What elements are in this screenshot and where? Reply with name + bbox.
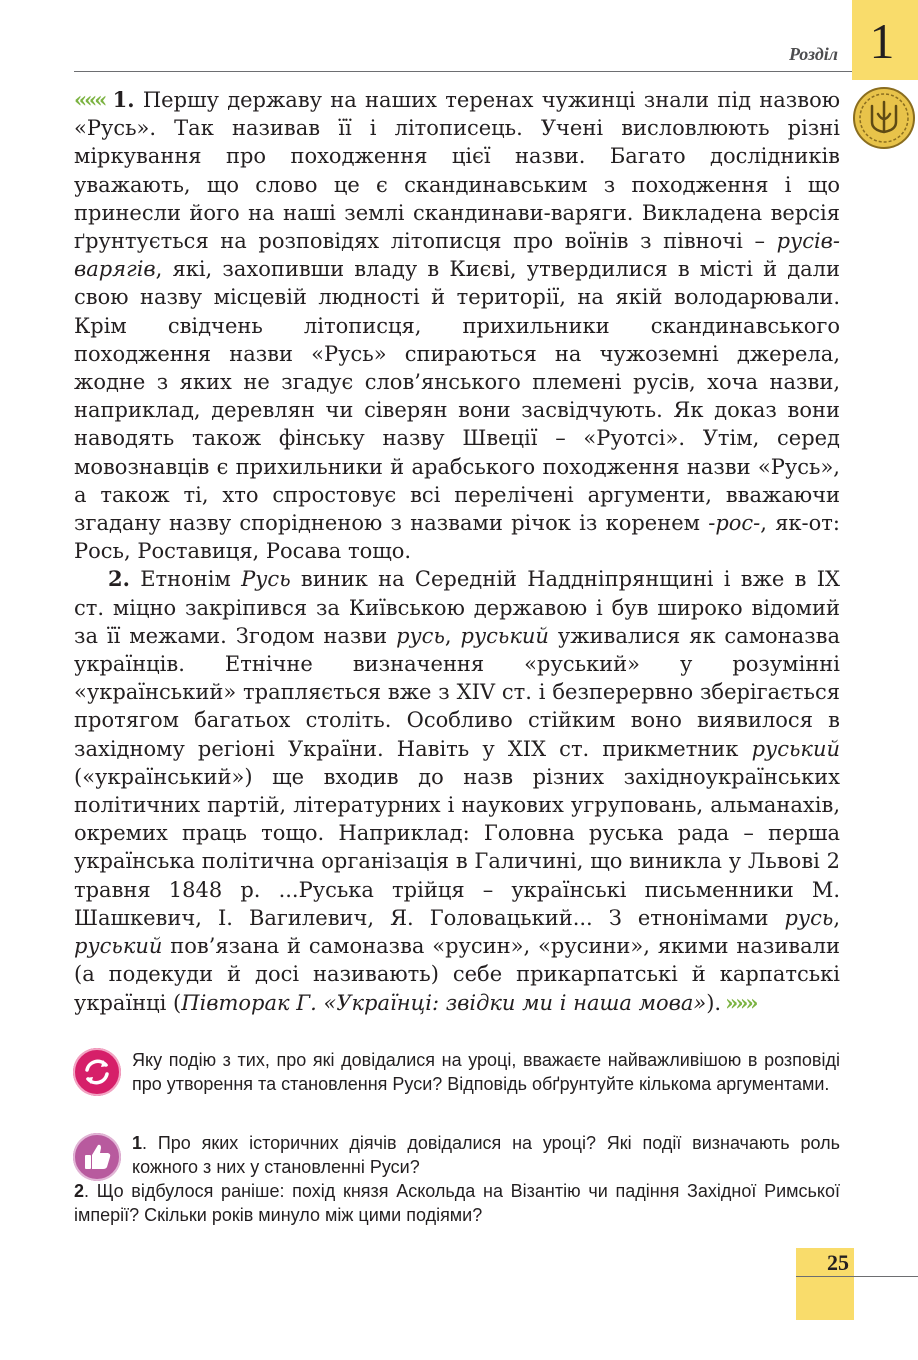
header-rule	[74, 71, 852, 72]
main-text	[74, 86, 840, 1017]
question-number: 1	[132, 1133, 143, 1153]
source-citation: Півторак Г. «Українці: звідки ми і наша мова»	[181, 990, 707, 1015]
coin-trident-icon	[850, 84, 918, 152]
italic-term: русь	[396, 623, 445, 648]
text-span: Першу державу на наших теренах чужинці знали під назвою «Русь». Так називав її і літописець. Учені висловлюють різні міркування про походження цієї назви. Багато дослідників уважають, що слово це є скандинавським з походження і що принесли його на наші землі скандинави-варяги. Викладена версія ґрунтується на розповідях літописця про воїнів з півночі –	[74, 88, 840, 254]
review-task: Яку подію з тих, про які довідалися на уроці, вважаєте найважливішою в розповіді про утворення та становлення Руси? Відповідь обґрунтуйте кількома аргументами.	[132, 1050, 840, 1094]
chapter-number: 1	[869, 13, 895, 69]
text-span: ).	[706, 990, 722, 1015]
question-text: . Про яких історичних діячів довідалися на уроці? Які події визначають роль кожного з них у становленні Руси?	[132, 1133, 840, 1177]
italic-term: русів-варягів	[74, 229, 840, 282]
text-span: виник на Середній Наддніпрянщині і вже в IX ст. міцно закріпився за Київською державою і був широко відомий за її межами. Згодом назви	[74, 567, 840, 648]
italic-term: руський	[74, 934, 163, 959]
footer-rule	[796, 1276, 918, 1277]
paragraph-2	[74, 565, 840, 1016]
question-number: 2	[74, 1181, 85, 1201]
text-span: , як-от: Рось, Роставиця, Росава тощо.	[74, 511, 840, 564]
thumbs-up-icon	[73, 1133, 121, 1181]
text-span: («український») ще входив до назв різних західноукраїнських політичних партій, літературних і наукових угруповань, альманахів, окремих праць тощо. Наприклад: Головна руська рада – перша українська політична організація в Галичині, що виникла у Львові 2 травня 1848 р. ...Руська трійця – українські письменники М. Шашкевич, І. Вагилевич, Я. Головацький... З етнонімами	[74, 764, 840, 930]
quote-close-icon: »»»	[725, 989, 756, 1015]
section-label: Розділ	[788, 44, 838, 64]
text-span: Етнонім	[129, 567, 242, 592]
italic-term: руський	[751, 736, 840, 761]
text-span: , які, захопивши владу в Києві, утвердилися в місті й дали свою назву місцевій людності й території, на якій володарювали. Крім свідчень літописця, прихильники скандинавського походження назви «Русь» спираються на чужоземні джерела, жодне з яких не згадує слов’янського племені русів, хоча назви, наприклад, деревлян чи сіверян вони засвідчують. Як доказ вони наводять також фінську назву Швеції – «Руотсі». Утім, серед мовознавців є прихильники й арабського походження назви «Русь», а також ті, хто спростовує всі перелічені аргументи, вважаючи згадану назву спорідненою з назвами річок із коренем	[74, 257, 840, 536]
italic-term: русь	[784, 905, 834, 930]
italic-term: руський	[460, 623, 549, 648]
italic-term: -рос-	[708, 511, 761, 536]
quote-open-icon: «««	[74, 87, 105, 112]
question-2	[74, 1179, 840, 1227]
text-span: уживалися як самоназва українців. Етнічне визначення «руський» у розумінні «український» трапляється вже з XIV ст. і безперервно зберігається протягом багатьох століть. Особливо стійким воно виявилося в західному регіоні України. Навіть у XIX ст. прикметник	[74, 623, 840, 761]
paragraph-number: 1.	[112, 87, 135, 112]
paragraph-number: 2.	[108, 566, 130, 592]
text-span: пов’язана й самоназва «русин», «русини», якими називали (а подекуди й досі називають) себе прикарпатські й карпатські українці (	[74, 934, 840, 1015]
question-text: . Що відбулося раніше: похід князя Аскольда на Візантію чи падіння Західної Римської імперії? Скільки років минуло між цими подіями?	[74, 1181, 840, 1225]
refresh-icon	[73, 1048, 121, 1096]
italic-term: Русь	[241, 567, 291, 592]
question-1	[132, 1131, 840, 1179]
text-span: ,	[444, 623, 461, 648]
paragraph-1	[74, 86, 840, 565]
page-number: 25	[827, 1250, 849, 1275]
text-span: ,	[833, 905, 840, 930]
